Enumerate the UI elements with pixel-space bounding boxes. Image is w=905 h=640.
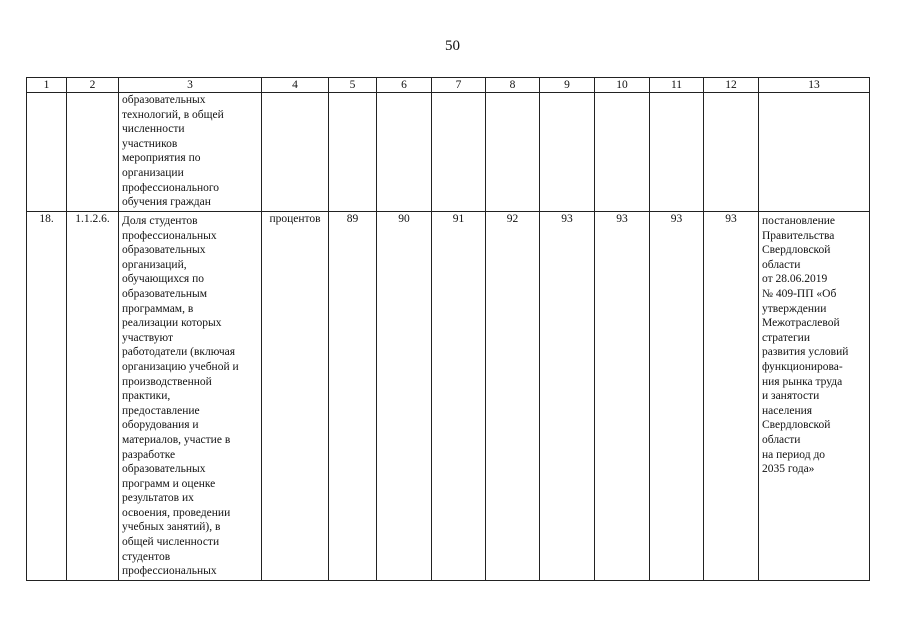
header-cell-10: 10	[595, 78, 650, 93]
cell-empty	[595, 93, 650, 212]
cell-text: образовательных технологий, в общей численности участников мероприятия по организации профессионального обучения граждан	[122, 94, 224, 209]
table-header-row	[27, 78, 870, 93]
page-number: 50	[445, 38, 460, 54]
cell-empty	[540, 93, 595, 212]
table-row-18	[27, 212, 870, 581]
header-cell-4: 4	[262, 78, 329, 93]
value-col-6: 90	[377, 212, 432, 581]
value-col-7: 91	[432, 212, 486, 581]
cell-empty	[486, 93, 540, 212]
header-cell-12: 12	[704, 78, 759, 93]
cell-empty	[432, 93, 486, 212]
header-cell-8: 8	[486, 78, 540, 93]
row-number: 18.	[27, 212, 67, 581]
indicator-code: 1.1.2.6.	[67, 212, 119, 581]
cell-empty	[377, 93, 432, 212]
header-cell-11: 11	[650, 78, 704, 93]
value-col-12: 93	[704, 212, 759, 581]
header-cell-2: 2	[67, 78, 119, 93]
cell-empty	[329, 93, 377, 212]
cell-empty	[262, 93, 329, 212]
header-cell-6: 6	[377, 78, 432, 93]
cell-empty	[27, 93, 67, 212]
cell-empty	[704, 93, 759, 212]
header-cell-1: 1	[27, 78, 67, 93]
indicator-description-continued	[119, 93, 262, 212]
header-cell-13: 13	[759, 78, 870, 93]
cell-empty	[67, 93, 119, 212]
cell-text: постановление Правительства Свердловской области от 28.06.2019 № 409-ПП «Об утверждении Межотраслевой стратегии развития условий функционирова- ния рынка труда и занятости населения Свердловской области на период до 2035 года»	[762, 215, 849, 476]
value-col-11: 93	[650, 212, 704, 581]
header-cell-3: 3	[119, 78, 262, 93]
indicator-description	[119, 212, 262, 581]
source-document	[759, 212, 870, 581]
header-cell-5: 5	[329, 78, 377, 93]
value-col-5: 89	[329, 212, 377, 581]
value-col-9: 93	[540, 212, 595, 581]
unit-of-measure: процентов	[262, 212, 329, 581]
cell-empty	[650, 93, 704, 212]
value-col-10: 93	[595, 212, 650, 581]
table-row-continuation	[27, 93, 870, 212]
cell-text: Доля студентов профессиональных образовательных организаций, обучающихся по образовательным программам, в реализации которых участвуют работодатели (включая организацию учебной и производственной практики, предоставление оборудования и материалов, участие в разработке образовательных программ и оценке результатов их освоения, проведении учебных занятий), в общей численности студентов профессиональных	[122, 215, 239, 578]
data-table	[26, 77, 870, 581]
header-cell-9: 9	[540, 78, 595, 93]
value-col-8: 92	[486, 212, 540, 581]
header-cell-7: 7	[432, 78, 486, 93]
cell-empty	[759, 93, 870, 212]
